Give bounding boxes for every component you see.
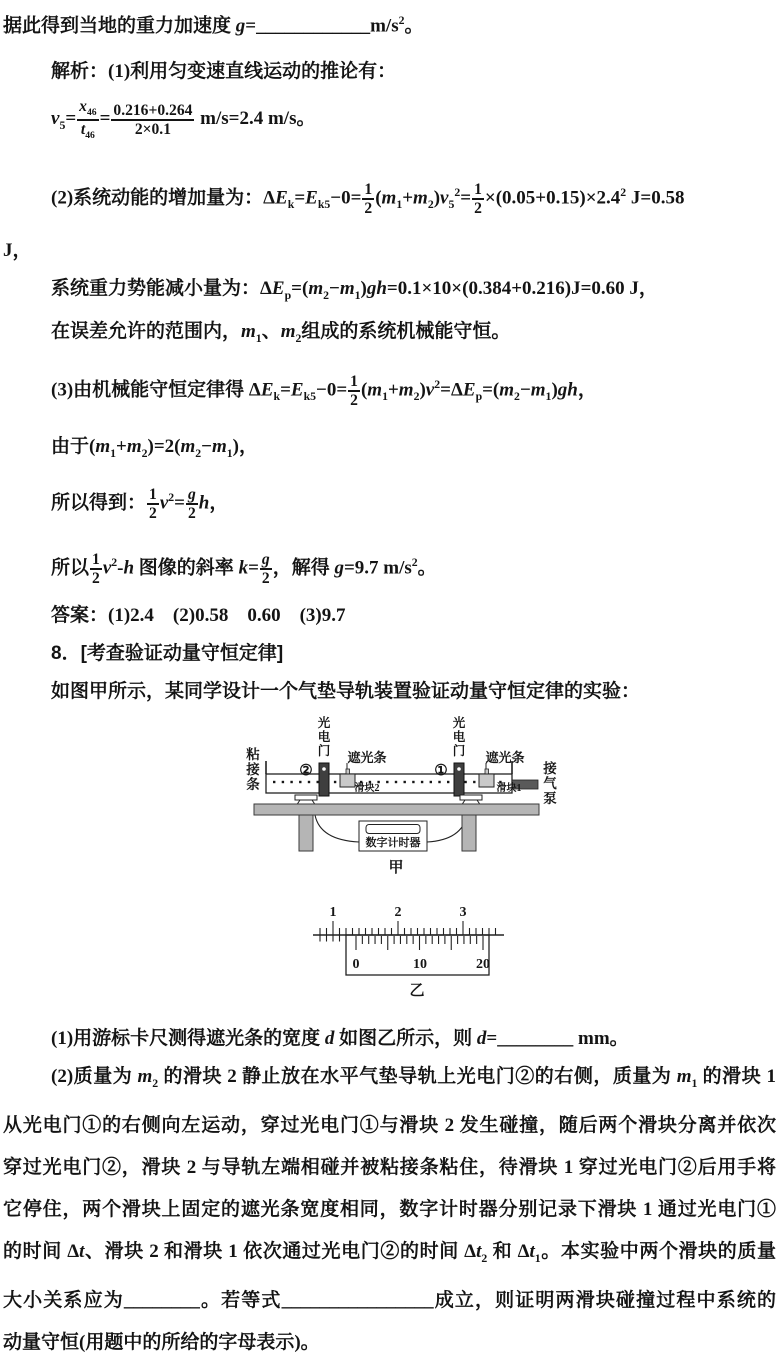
- answer-line: 答案：(1)2.4 (2)0.58 0.60 (3)9.7: [51, 605, 346, 627]
- equation-line: $v_5=$ $\frac{x_{46}}{t_{46}}$ = $\frac{0.216+0.264}{2\times 0.1}$ m/s=2.4 m/s。: [51, 98, 316, 142]
- paragraph: (2)质量为 $m_2$ 的滑块 2 静止放在水平气垫导轨上光电门②的右侧，质量为 $m_1$ 的滑块 1: [51, 1066, 776, 1091]
- photogate-1-lamp: [457, 768, 461, 772]
- leveling-foot-left: [295, 795, 317, 805]
- digital-timer-label: 数字计时器: [365, 837, 420, 850]
- slider-2-label: 滑块2: [354, 783, 379, 795]
- figure-a-caption: 甲: [387, 859, 404, 877]
- equation-line: 所以 $\frac{1}{2}$ $v^2-h$ 图像的斜率 k= $\frac{g}{2}$ ，解得 g=9.7 $m/s^2$。: [51, 550, 437, 588]
- main-scale-lower-ticks: [320, 935, 340, 942]
- paragraph: 由于$(m_1+m_2)=2(m_2-m_1)$，: [51, 435, 258, 460]
- photogate-label-left: 光电门: [317, 716, 330, 759]
- vernier-label-0: 0: [352, 957, 359, 973]
- paragraph: 大小关系应为________。若等式________________成立，则证明两滑块碰撞过程中系统的: [3, 1290, 776, 1312]
- paragraph: 穿过光电门②，滑块 2 与导轨左端相碰并被粘接条粘住，待滑块 1 穿过光电门②后用手将: [3, 1157, 776, 1179]
- paragraph: (1)用游标卡尺测得遮光条的宽度 d 如图乙所示，则 d=________ mm。: [51, 1028, 629, 1050]
- photogate-2-number: ②: [298, 763, 313, 780]
- photogate-2-lamp: [322, 768, 326, 772]
- equation-line: (2)系统动能的增加量为：$\Delta E_k=E_{k5}-0=$ $\frac{1}{2}$ $(m_1+m_2)v_5^2=$ $\frac{1}{2}$ $\times(0.05+0.15)\times 2.4^2$ J=0.58: [51, 180, 685, 218]
- shutter-label-right: 遮光条: [484, 750, 525, 766]
- photogate-label-right: 光电门: [452, 716, 465, 759]
- figure-a-air-track-diagram: [219, 711, 609, 887]
- shutter-label-left: 遮光条: [346, 750, 387, 766]
- slider-1-label: 滑块1: [496, 783, 521, 795]
- shutter-pin-left: [346, 769, 350, 774]
- timer-wire-left: [315, 815, 359, 842]
- table-leg-left: [299, 815, 313, 851]
- shutter-strip-left: [340, 774, 355, 787]
- equation-line: 所以得到： $\frac{1}{2}$ $v^2=$ $\frac{g}{2}$ h，: [51, 485, 229, 522]
- shutter-pin-right: [485, 769, 489, 774]
- main-tick-label-2: 2: [394, 905, 401, 921]
- vernier-caliper: [299, 903, 529, 1001]
- vernier-ticks: [356, 936, 483, 950]
- leveling-foot-right: [460, 795, 482, 805]
- shutter-strip-right: [479, 774, 494, 787]
- paragraph: 它停住，两个滑块上固定的遮光条宽度相同，数字计时器分别记录下滑块 1 通过光电门①: [3, 1199, 776, 1221]
- air-pump-label: 接气泵: [542, 761, 557, 807]
- vernier-label-10: 10: [412, 957, 427, 973]
- paragraph: 据此得到当地的重力加速度 $g=\_\_\_\_\_\_\_\_\_\_\_\_m/s^2$。: [3, 14, 424, 37]
- paragraph: 动量守恒(用题中的所给的字母表示)。: [3, 1332, 320, 1354]
- question-8-heading: 8．[考查验证动量守恒定律]: [51, 643, 284, 665]
- paragraph: 如图甲所示，某同学设计一个气垫导轨装置验证动量守恒定律的实验：: [51, 681, 641, 703]
- paragraph: 的时间 Δt、滑块 2 和滑块 1 依次通过光电门②的时间 $\Delta t_2$ 和 $\Delta t_1$。本实验中两个滑块的质量: [3, 1241, 776, 1266]
- paragraph: J，: [3, 240, 32, 262]
- paragraph: 系统重力势能减小量为：$\Delta E_p=(m_2-m_1)gh=0.1\times 10\times(0.384+0.216)J=0.60$ J，: [51, 278, 658, 303]
- air-track-apparatus: [219, 711, 609, 881]
- equation-line: (3)由机械能守恒定律得 $\Delta E_k=E_{k5}-0=$ $\frac{1}{2}$ $(m_1+m_2)v^2=\Delta E_p=(m_2-m_1)gh$，: [51, 372, 597, 409]
- timer-display: [366, 825, 420, 834]
- figure-b-vernier-caliper: [299, 903, 529, 1007]
- table-top: [254, 804, 539, 815]
- paragraph: 在误差允许的范围内，$m_1$、$m_2$组成的系统机械能守恒。: [51, 321, 511, 345]
- timer-wire-right: [427, 815, 467, 842]
- main-scale-ticks: [320, 921, 496, 935]
- photogate-1-number: ①: [433, 763, 448, 780]
- stick-strip-label: 粘接条: [245, 747, 260, 793]
- vernier-label-20: 20: [475, 957, 490, 973]
- paragraph: 从光电门①的右侧向左运动，穿过光电门①与滑块 2 发生碰撞，随后两个滑块分离并依次: [3, 1115, 776, 1137]
- main-tick-label-1: 1: [329, 905, 336, 921]
- table-leg-right: [462, 815, 476, 851]
- main-tick-label-3: 3: [459, 905, 466, 921]
- figure-b-caption: 乙: [408, 982, 425, 1000]
- paragraph: 解析：(1)利用匀变速直线运动的推论有：: [51, 61, 397, 83]
